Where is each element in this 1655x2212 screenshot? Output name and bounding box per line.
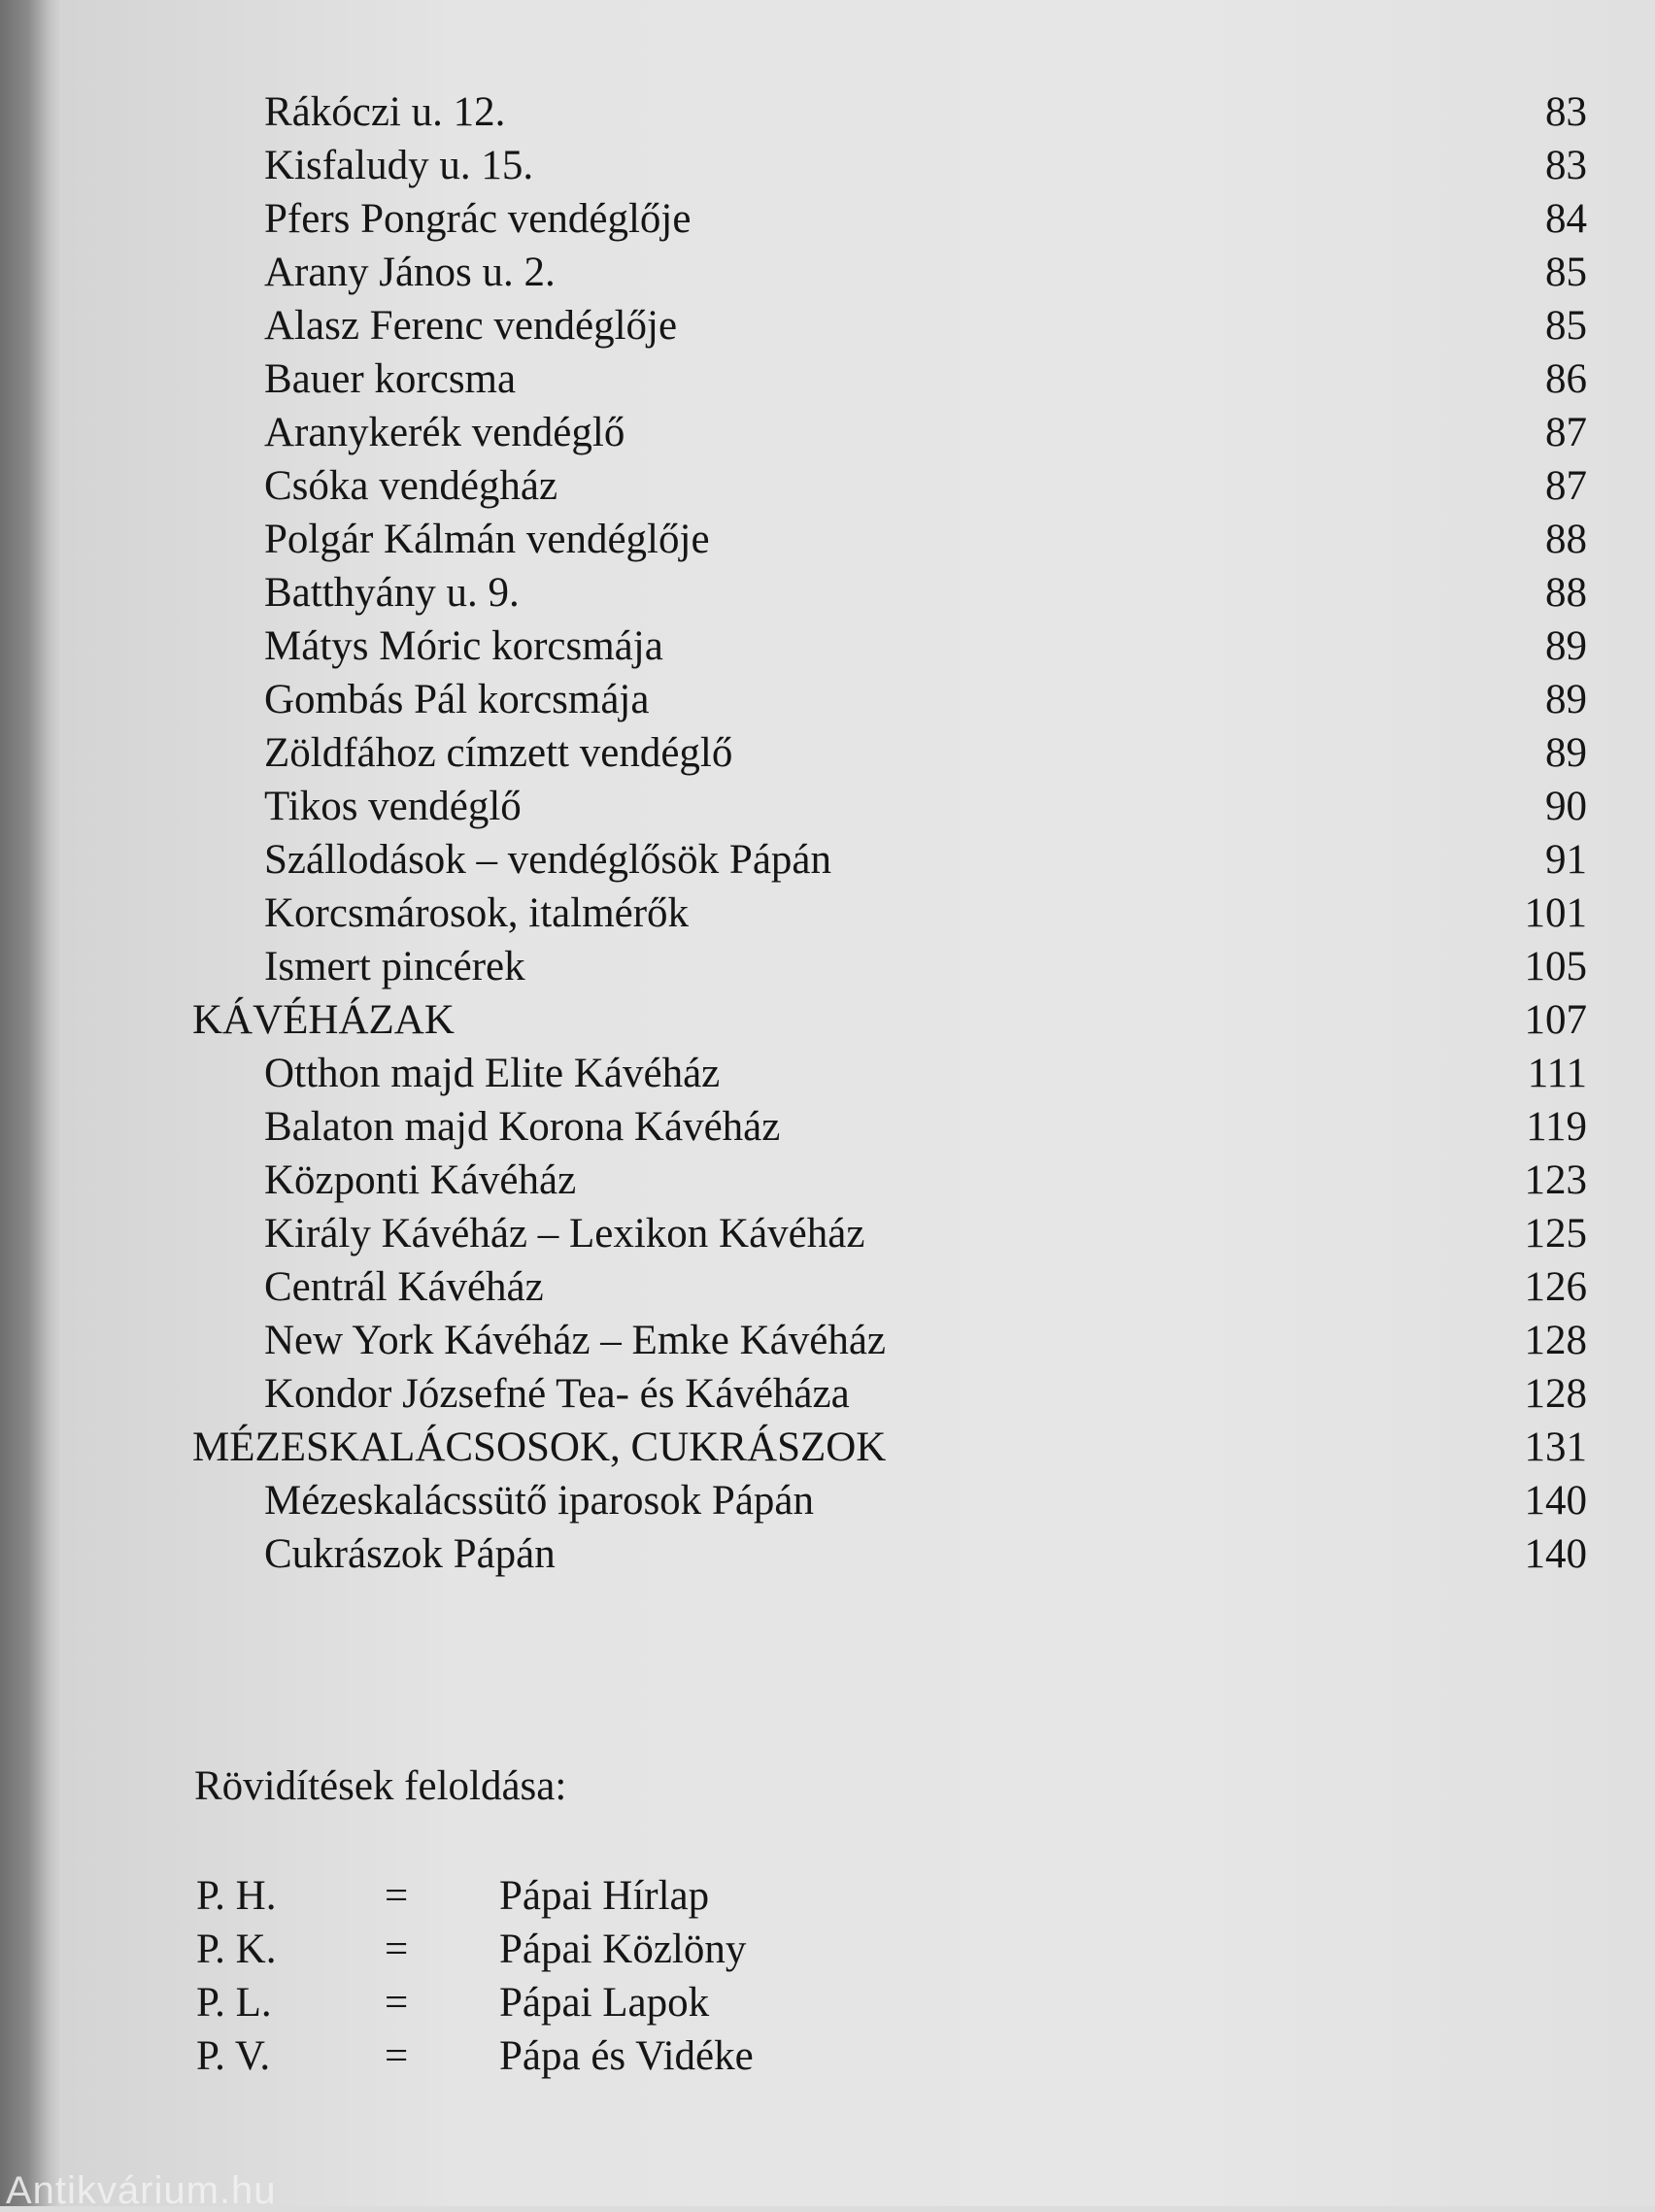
toc-entry-page: 105 [1524, 944, 1587, 989]
toc-entry-page: 125 [1524, 1211, 1587, 1257]
toc-entry [0, 726, 1655, 781]
toc-entry-page: 87 [1545, 463, 1587, 509]
toc-entry [0, 833, 1655, 888]
toc-entry [0, 620, 1655, 674]
abbreviation-row [0, 1869, 1655, 1924]
toc-entry [0, 1367, 1655, 1422]
toc-entry-title: Mézeskalácssütő iparosok Pápán [264, 1478, 815, 1524]
abbreviation: P. K. [196, 1927, 277, 1972]
toc-entry-title: Kondor Józsefné Tea- és Kávéháza [264, 1371, 850, 1417]
toc-section-title: MÉZESKALÁCSOSOK, CUKRÁSZOK [192, 1424, 887, 1470]
toc-entry [0, 192, 1655, 247]
toc-entry-page: 128 [1524, 1371, 1587, 1417]
toc-entry-page: 131 [1524, 1424, 1587, 1470]
toc-section-title: KÁVÉHÁZAK [192, 997, 455, 1043]
toc-entry [0, 1314, 1655, 1368]
toc-entry-page: 83 [1545, 89, 1587, 135]
toc-entry-title: Arany János u. 2. [264, 250, 556, 295]
toc-entry [0, 85, 1655, 140]
toc-entry [0, 459, 1655, 514]
toc-entry [0, 299, 1655, 353]
toc-entry [0, 1474, 1655, 1528]
toc-entry-title: Szállodások – vendéglősök Pápán [264, 837, 831, 883]
toc-entry-page: 140 [1524, 1478, 1587, 1524]
toc-entry-title: Mátys Móric korcsmája [264, 623, 663, 669]
toc-entry [0, 780, 1655, 834]
toc-entry-page: 84 [1545, 196, 1587, 242]
toc-entry-title: Bauer korcsma [264, 356, 517, 402]
site-watermark: Antikvárium.hu [6, 2169, 277, 2212]
toc-entry-page: 88 [1545, 517, 1587, 562]
abbreviations-heading: Rövidítések feloldása: [194, 1763, 567, 1809]
toc-entry-page: 101 [1524, 890, 1587, 936]
toc-entry [0, 1154, 1655, 1208]
toc-entry [0, 406, 1655, 460]
toc-entry-title: Ismert pincérek [264, 944, 525, 989]
toc-entry [0, 352, 1655, 407]
toc-entry-title: Batthyány u. 9. [264, 570, 520, 616]
toc-entry [0, 887, 1655, 941]
toc-entry [0, 1260, 1655, 1315]
toc-entry-page: 86 [1545, 356, 1587, 402]
toc-entry-page: 85 [1545, 250, 1587, 295]
abbreviation-expansion: Pápai Lapok [499, 1980, 710, 2026]
toc-section-heading [0, 993, 1655, 1048]
toc-section-heading [0, 1421, 1655, 1475]
toc-entry-page: 90 [1545, 784, 1587, 829]
toc-entry-title: Király Kávéház – Lexikon Kávéház [264, 1211, 865, 1257]
toc-entry [0, 139, 1655, 193]
toc-entry-page: 126 [1524, 1264, 1587, 1310]
toc-entry-page: 89 [1545, 623, 1587, 669]
toc-entry [0, 1527, 1655, 1582]
toc-entry-page: 87 [1545, 410, 1587, 455]
toc-entry-title: Balaton majd Korona Kávéház [264, 1104, 781, 1150]
toc-entry-title: Aranykerék vendéglő [264, 410, 625, 455]
equals-sign: = [385, 1873, 409, 1919]
abbreviation-expansion: Pápai Hírlap [499, 1873, 710, 1919]
toc-entry-title: Rákóczi u. 12. [264, 89, 506, 135]
toc-entry-title: Központi Kávéház [264, 1157, 577, 1203]
toc-entry-page: 85 [1545, 303, 1587, 349]
toc-entry [0, 940, 1655, 994]
toc-entry-page: 128 [1524, 1318, 1587, 1363]
toc-entry [0, 1207, 1655, 1261]
toc-entry-page: 140 [1524, 1531, 1587, 1577]
equals-sign: = [385, 1927, 409, 1972]
abbreviation-expansion: Pápai Közlöny [499, 1927, 747, 1972]
toc-entry [0, 246, 1655, 300]
abbreviation-row [0, 1923, 1655, 1977]
toc-entry-page: 83 [1545, 143, 1587, 188]
toc-entry [0, 513, 1655, 567]
toc-entry-title: Pfers Pongrác vendéglője [264, 196, 692, 242]
abbreviation-expansion: Pápa és Vidéke [499, 2033, 754, 2079]
toc-entry-page: 111 [1527, 1051, 1587, 1096]
toc-entry-title: Otthon majd Elite Kávéház [264, 1051, 721, 1096]
toc-entry-title: Centrál Kávéház [264, 1264, 544, 1310]
toc-entry-title: Gombás Pál korcsmája [264, 677, 650, 722]
abbreviation: P. H. [196, 1873, 277, 1919]
toc-entry-page: 89 [1545, 730, 1587, 776]
toc-entry-title: Cukrászok Pápán [264, 1531, 556, 1577]
toc-entry-page: 119 [1526, 1104, 1587, 1150]
equals-sign: = [385, 1980, 409, 2026]
toc-entry-title: Zöldfához címzett vendéglő [264, 730, 733, 776]
toc-entry-title: Csóka vendégház [264, 463, 558, 509]
toc-entry [0, 566, 1655, 620]
toc-entry-title: Polgár Kálmán vendéglője [264, 517, 710, 562]
toc-entry-page: 107 [1524, 997, 1587, 1043]
toc-entry-page: 91 [1545, 837, 1587, 883]
toc-entry-title: Kisfaludy u. 15. [264, 143, 534, 188]
abbreviation: P. V. [196, 2033, 271, 2079]
toc-entry-title: Korcsmárosok, italmérők [264, 890, 690, 936]
toc-entry [0, 1047, 1655, 1101]
toc-entry-page: 123 [1524, 1157, 1587, 1203]
abbreviation: P. L. [196, 1980, 272, 2026]
toc-entry-page: 88 [1545, 570, 1587, 616]
toc-entry-title: New York Kávéház – Emke Kávéház [264, 1318, 887, 1363]
equals-sign: = [385, 2033, 409, 2079]
abbreviation-row [0, 1976, 1655, 2030]
toc-entry [0, 1100, 1655, 1155]
toc-entry-title: Alasz Ferenc vendéglője [264, 303, 678, 349]
toc-entry [0, 673, 1655, 727]
toc-entry-page: 89 [1545, 677, 1587, 722]
toc-entry-title: Tikos vendéglő [264, 784, 522, 829]
abbreviation-row [0, 2029, 1655, 2084]
